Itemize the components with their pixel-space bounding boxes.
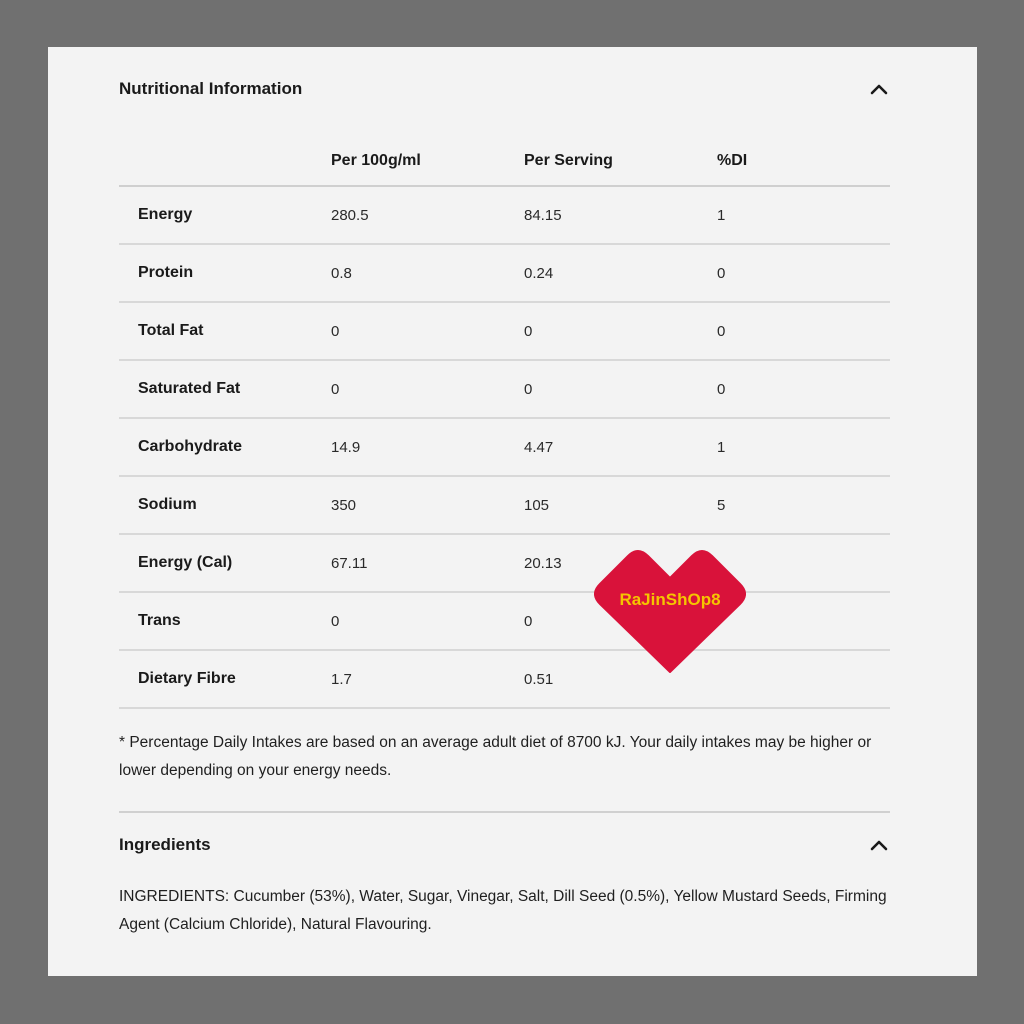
table-row xyxy=(119,651,890,709)
per-100-value: 0.8 xyxy=(331,264,352,282)
per-100-value: 67.11 xyxy=(331,554,368,572)
di-value: 1 xyxy=(717,206,726,224)
shop-watermark-logo xyxy=(594,548,746,674)
nutrient-name: Energy (Cal) xyxy=(138,554,233,571)
nutrient-name: Carbohydrate xyxy=(138,438,243,455)
di-value: 0 xyxy=(717,322,726,340)
section-divider xyxy=(119,811,890,813)
nutrient-name: Saturated Fat xyxy=(138,380,241,397)
per-serving-value: 0 xyxy=(524,380,533,398)
nutrient-name: Energy xyxy=(138,206,193,223)
table-row xyxy=(119,477,890,535)
nutrient-name: Trans xyxy=(138,612,181,629)
per-100-value: 280.5 xyxy=(331,206,369,224)
per-100-value: 350 xyxy=(331,496,357,514)
per-serving-value: 20.13 xyxy=(524,554,562,572)
column-header-di: %DI xyxy=(717,152,748,169)
per-serving-value: 84.15 xyxy=(524,206,562,224)
table-row xyxy=(119,303,890,361)
per-serving-value: 0.24 xyxy=(524,264,554,282)
per-serving-value: 0 xyxy=(524,612,533,630)
table-row xyxy=(119,245,890,303)
per-serving-value: 105 xyxy=(524,496,550,514)
nutrient-name: Dietary Fibre xyxy=(138,670,236,687)
table-row xyxy=(119,535,890,593)
per-serving-value: 4.47 xyxy=(524,438,554,456)
per-100-value: 0 xyxy=(331,612,340,630)
di-value: 0 xyxy=(717,380,726,398)
watermark-text: RaJinShOp8 xyxy=(619,590,721,609)
di-value: 5 xyxy=(717,496,726,514)
per-100-value: 14.9 xyxy=(331,438,361,456)
nutrition-section-header[interactable] xyxy=(119,74,890,104)
per-serving-value: 0.51 xyxy=(524,670,554,688)
daily-intake-footnote: * Percentage Daily Intakes are based on an average adult diet of 8700 kJ. Your daily intakes may be higher or lower depending on your energy needs. xyxy=(119,734,872,779)
ingredients-section-title: Ingredients xyxy=(119,835,211,854)
column-header-per-100: Per 100g/ml xyxy=(331,152,421,169)
nutrient-name: Sodium xyxy=(138,496,197,513)
nutrition-section-title: Nutritional Information xyxy=(119,79,303,98)
heart-icon xyxy=(594,548,746,674)
table-row xyxy=(119,361,890,419)
table-row xyxy=(119,419,890,477)
per-serving-value: 0 xyxy=(524,322,533,340)
chevron-up-icon[interactable] xyxy=(868,78,890,100)
ingredients-section-header[interactable] xyxy=(119,830,890,860)
column-header-per-serving: Per Serving xyxy=(524,152,613,169)
table-row xyxy=(119,187,890,245)
product-info-card xyxy=(48,47,977,976)
per-100-value: 0 xyxy=(331,322,340,340)
nutrition-table xyxy=(119,137,890,709)
per-100-value: 0 xyxy=(331,380,340,398)
per-100-value: 1.7 xyxy=(331,670,352,688)
di-value: 0 xyxy=(717,264,726,282)
chevron-up-icon[interactable] xyxy=(868,834,890,856)
di-value: 1 xyxy=(717,438,726,456)
nutrient-name: Total Fat xyxy=(138,322,204,339)
nutrition-table-header xyxy=(119,137,890,187)
ingredients-text: INGREDIENTS: Cucumber (53%), Water, Sugar, Vinegar, Salt, Dill Seed (0.5%), Yellow Mustard Seeds, Firming Agent (Calcium Chloride), Natural Flavouring. xyxy=(119,888,887,933)
table-row xyxy=(119,593,890,651)
nutrient-name: Protein xyxy=(138,264,194,281)
